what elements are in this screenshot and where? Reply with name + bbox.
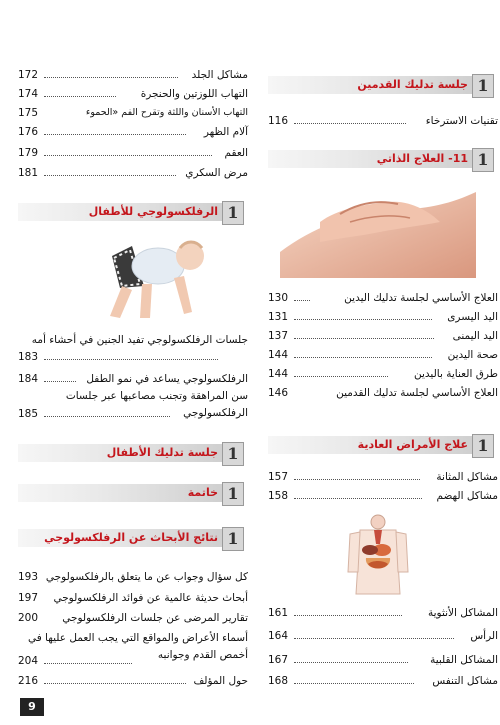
toc-entry-page: 172 xyxy=(18,69,39,81)
toc-entry[interactable] xyxy=(18,652,248,670)
toc-entry[interactable] xyxy=(18,405,248,423)
toc-entry[interactable] xyxy=(18,589,248,607)
toc-entry-page: 176 xyxy=(18,126,39,138)
toc-entry-title: صحة اليدين xyxy=(447,349,498,361)
toc-entry-title: المشاكل القلبية xyxy=(430,654,498,666)
leader-dots xyxy=(294,479,420,480)
toc-entry-title: العلاج الأساسي لجلسة تدليك القدمين xyxy=(336,387,498,399)
toc-entry-title: العلاج الأساسي لجلسة تدليك اليدين xyxy=(344,292,498,304)
leader-dots xyxy=(294,338,434,339)
toc-entry-title: الرفلكسولوجي يساعد في نمو الطفل xyxy=(86,373,248,385)
toc-entry-title: تقارير المرضى عن جلسات الرفلكسولوجي xyxy=(62,612,248,624)
leader-dots xyxy=(44,96,116,97)
toc-entry-title: أبحاث حديثة عالمية عن فوائد الرفلكسولوجي xyxy=(53,592,248,604)
toc-entry-title: سن المراهقة وتجنب مصاعبها عبر جلسات الرفلكسولوجي xyxy=(65,390,248,419)
toc-entry-page: 161 xyxy=(268,607,289,619)
toc-entry[interactable] xyxy=(268,112,498,130)
toc-entry-title: حول المؤلف xyxy=(193,675,248,687)
toc-entry-title: مشاكل الهضم xyxy=(436,490,498,502)
toc-entry-title: جلسات الرفلكسولوجي تفيد الجنين في أحشاء أمه xyxy=(31,334,248,346)
toc-entry[interactable] xyxy=(18,370,248,388)
toc-entry[interactable] xyxy=(18,164,248,182)
leader-dots xyxy=(44,683,186,684)
section-header-self-treatment xyxy=(268,148,498,168)
leader-dots xyxy=(294,615,402,616)
toc-entry-title: الرأس xyxy=(470,630,498,642)
toc-entry-title: التهاب اللوزتين والحنجرة xyxy=(140,88,248,100)
section-badge: 1 xyxy=(222,442,244,466)
section-title: 11- العلاج الذاتي xyxy=(376,152,468,165)
toc-entry-title: التهاب الأسنان واللثة وتقرح الفم «الحموء xyxy=(85,107,248,118)
toc-entry-title: مشاكل المثانة xyxy=(436,471,498,483)
toc-entry[interactable] xyxy=(268,346,498,364)
section-title: جلسة تدليك القدمين xyxy=(357,78,468,91)
toc-entry-page: 167 xyxy=(268,654,289,666)
toc-entry[interactable] xyxy=(268,604,498,622)
toc-entry-page: 216 xyxy=(18,675,39,687)
toc-entry[interactable] xyxy=(18,672,248,690)
toc-entry-page: 185 xyxy=(18,408,39,420)
toc-entry-page: 157 xyxy=(268,471,289,483)
toc-entry[interactable] xyxy=(18,123,248,141)
hands-massage-photo xyxy=(280,182,476,278)
section-header-kids-reflexology xyxy=(18,201,248,221)
toc-entry[interactable] xyxy=(18,144,248,162)
leader-dots xyxy=(294,662,408,663)
leader-dots xyxy=(44,134,186,135)
toc-entry-page: 137 xyxy=(268,330,289,342)
section-title: علاج الأمراض العادية xyxy=(357,438,468,451)
section-title: نتائج الأبحاث عن الرفلكسولوجي xyxy=(44,531,218,544)
leader-dots xyxy=(44,381,76,382)
toc-entry-page: 144 xyxy=(268,349,289,361)
toc-entry[interactable] xyxy=(268,672,498,690)
leader-dots xyxy=(294,300,310,301)
toc-entry[interactable] xyxy=(268,487,498,505)
toc-entry-page: 168 xyxy=(268,675,289,687)
toc-entry[interactable] xyxy=(18,66,248,84)
section-title: الرفلكسولوجي للأطفال xyxy=(88,205,218,218)
toc-entry-title: مشاكل الجلد xyxy=(191,69,248,81)
toc-entry-title: مشاكل التنفس xyxy=(432,675,498,687)
page-number: 9 xyxy=(20,698,44,716)
section-header-common-diseases xyxy=(268,434,498,454)
toc-entry-page: 193 xyxy=(18,571,39,583)
leader-dots xyxy=(294,357,432,358)
toc-entry-title: المشاكل الأنثوية xyxy=(427,607,498,619)
toc-entry-title: مرض السكري xyxy=(185,167,248,179)
toc-entry-title: كل سؤال وجواب عن ما يتعلق بالرفلكسولوجي xyxy=(45,571,248,583)
section-header-research xyxy=(18,527,248,547)
leader-dots xyxy=(294,319,432,320)
toc-entry[interactable] xyxy=(268,289,498,307)
toc-entry-page: 179 xyxy=(18,147,39,159)
toc-entry-title: اليد اليمنى xyxy=(452,330,498,342)
leader-dots xyxy=(44,77,178,78)
leader-dots xyxy=(44,663,132,664)
toc-entry[interactable] xyxy=(268,468,498,486)
toc-entry-page: 146 xyxy=(268,387,289,399)
toc-entry-page: 197 xyxy=(18,592,39,604)
section-badge: 1 xyxy=(472,148,494,172)
toc-entry-page: 144 xyxy=(268,368,289,380)
toc-entry-title: تقنيات الاسترخاء xyxy=(425,115,498,127)
section-title: جلسة تدليك الأطفال xyxy=(106,446,218,459)
toc-entry-title: أسماء الأعراض والمواقع التي يجب العمل عليها في أخمص القدم وجوانبه xyxy=(27,632,248,661)
leader-dots xyxy=(294,123,406,124)
leader-dots xyxy=(294,638,454,639)
toc-entry[interactable] xyxy=(268,365,498,383)
toc-entry[interactable] xyxy=(268,651,498,669)
leader-dots xyxy=(294,376,388,377)
toc-entry[interactable] xyxy=(268,384,498,402)
toc-entry[interactable] xyxy=(18,348,248,366)
crawling-baby-photo xyxy=(92,226,214,324)
toc-entry-page: 204 xyxy=(18,655,39,667)
leader-dots xyxy=(44,155,212,156)
toc-entry[interactable] xyxy=(18,104,248,122)
toc-entry[interactable] xyxy=(18,609,248,627)
toc-entry[interactable] xyxy=(268,327,498,345)
toc-entry[interactable] xyxy=(18,568,248,586)
toc-entry-page: 116 xyxy=(268,115,289,127)
section-title: خاتمة xyxy=(187,486,218,499)
toc-entry-page: 131 xyxy=(268,311,289,323)
toc-entry[interactable] xyxy=(268,308,498,326)
section-badge: 1 xyxy=(222,527,244,551)
leader-dots xyxy=(294,683,414,684)
section-header-kids-massage xyxy=(18,442,248,462)
toc-entry-title: اليد اليسرى xyxy=(447,311,498,323)
section-header-conclusion xyxy=(18,482,248,502)
digestive-system-illustration xyxy=(330,512,426,596)
section-badge: 1 xyxy=(222,201,244,225)
section-header-foot-massage xyxy=(268,74,498,94)
section-badge: 1 xyxy=(222,482,244,506)
toc-entry[interactable] xyxy=(18,85,248,103)
toc-entry-title: طرق العناية باليدين xyxy=(414,368,498,380)
toc-entry-page: 200 xyxy=(18,612,39,624)
toc-entry-page: 183 xyxy=(18,351,39,363)
toc-entry-page: 158 xyxy=(268,490,289,502)
toc-entry-title: آلام الظهر xyxy=(203,126,248,138)
toc-entry-page: 174 xyxy=(18,88,39,100)
section-badge: 1 xyxy=(472,434,494,458)
toc-entry-page: 181 xyxy=(18,167,39,179)
toc-entry[interactable] xyxy=(268,627,498,645)
leader-dots xyxy=(44,416,170,417)
section-badge: 1 xyxy=(472,74,494,98)
toc-entry-page: 184 xyxy=(18,373,39,385)
toc-entry-page: 175 xyxy=(18,107,39,119)
toc-entry-page: 130 xyxy=(268,292,289,304)
leader-dots xyxy=(294,498,422,499)
toc-entry-title: العقم xyxy=(224,147,248,159)
leader-dots xyxy=(44,359,218,360)
leader-dots xyxy=(44,175,176,176)
toc-entry-page: 164 xyxy=(268,630,289,642)
